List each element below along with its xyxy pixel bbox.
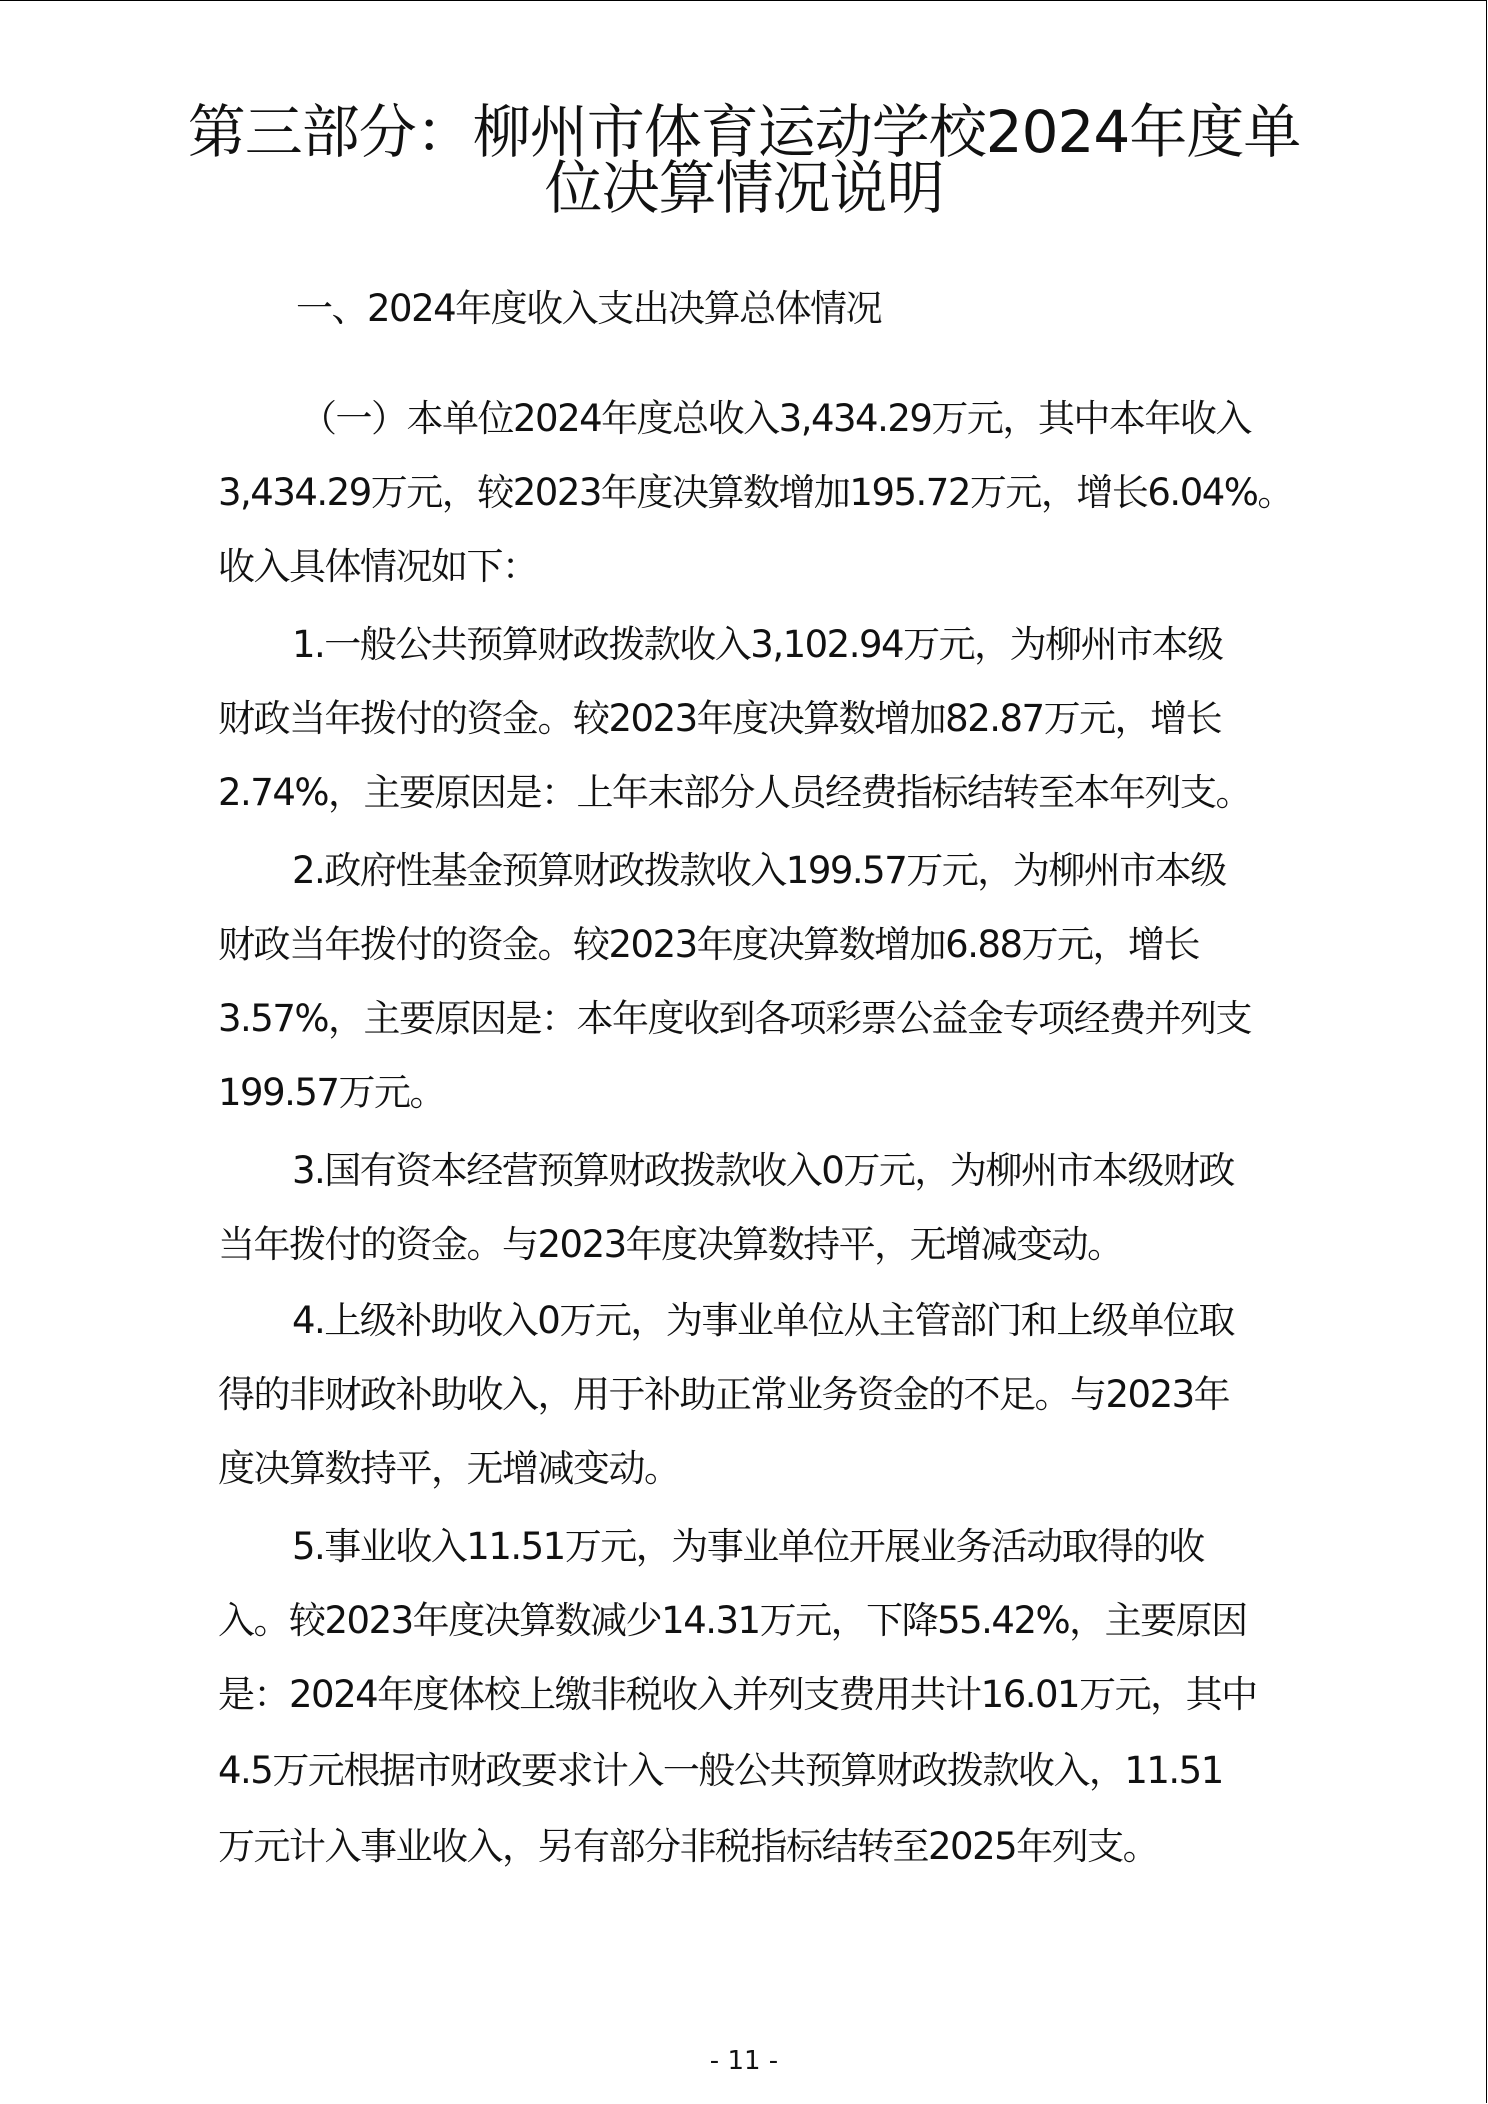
- body-line: 当年拨付的资金。与2023年度决算数持平，无增减变动。: [218, 1223, 1123, 1266]
- body-line: 5.事业收入11.51万元，为事业单位开展业务活动取得的收: [292, 1525, 1204, 1568]
- body-line: 4.5万元根据市财政要求计入一般公共预算财政拨款收入，11.51: [218, 1749, 1223, 1792]
- body-line: 入。较2023年度决算数减少14.31万元，下降55.42%，主要原因: [218, 1599, 1247, 1642]
- body-line: 3,434.29万元，较2023年度决算数增加195.72万元，增长6.04%。: [218, 471, 1293, 514]
- body-line: （一）本单位2024年度总收入3,434.29万元，其中本年收入: [300, 397, 1251, 440]
- body-line: 2.政府性基金预算财政拨款收入199.57万元，为柳州市本级: [292, 849, 1226, 892]
- body-line: 收入具体情况如下：: [218, 545, 538, 588]
- document-title-line-2: 位决算情况说明: [544, 154, 944, 222]
- body-line: 度决算数持平，无增减变动。: [218, 1447, 680, 1490]
- body-line: 财政当年拨付的资金。较2023年度决算数增加6.88万元，增长: [218, 923, 1200, 966]
- body-line: 2.74%，主要原因是：上年末部分人员经费指标结转至本年列支。: [218, 771, 1252, 814]
- body-line: 是：2024年度体校上缴非税收入并列支费用共计16.01万元，其中: [218, 1673, 1257, 1716]
- body-line: 财政当年拨付的资金。较2023年度决算数增加82.87万元，增长: [218, 697, 1222, 740]
- body-line: 4.上级补助收入0万元，为事业单位从主管部门和上级单位取: [292, 1299, 1234, 1342]
- page-number: - 11 -: [709, 2046, 779, 2076]
- body-line: 万元计入事业收入，另有部分非税指标结转至2025年列支。: [218, 1825, 1159, 1868]
- body-line: 199.57万元。: [218, 1071, 445, 1114]
- body-line: 得的非财政补助收入，用于补助正常业务资金的不足。与2023年: [218, 1373, 1230, 1416]
- body-line: 3.国有资本经营预算财政拨款收入0万元，为柳州市本级财政: [292, 1149, 1234, 1192]
- body-line: 3.57%，主要原因是：本年度收到各项彩票公益金专项经费并列支: [218, 997, 1252, 1040]
- document-title-line-1: 第三部分：柳州市体育运动学校2024年度单: [187, 98, 1301, 166]
- body-line: 1.一般公共预算财政拨款收入3,102.94万元，为柳州市本级: [292, 623, 1223, 666]
- section-heading: 一、2024年度收入支出决算总体情况: [296, 287, 882, 330]
